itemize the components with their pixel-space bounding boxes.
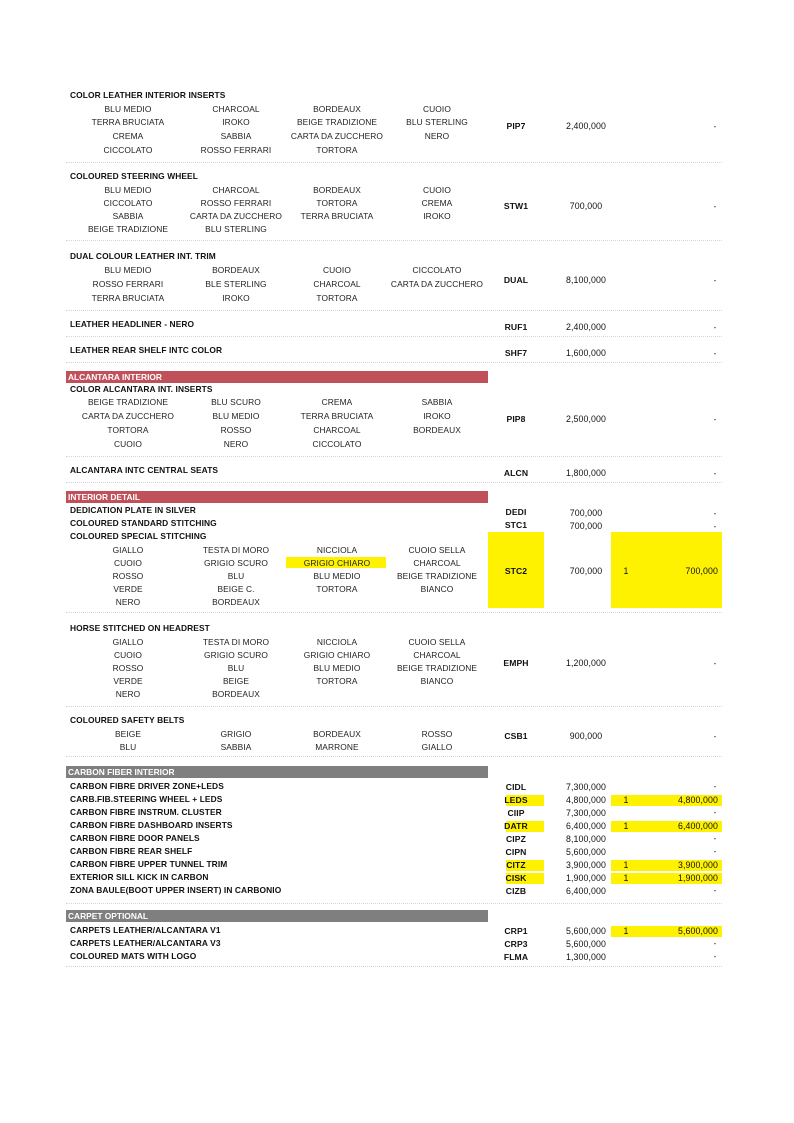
option: MARRONE: [315, 742, 359, 752]
option-code: CISK: [505, 873, 527, 883]
option: SABBIA: [220, 131, 252, 141]
option: NERO: [223, 439, 249, 449]
option: BEIGE TRADIZIONE: [296, 117, 378, 127]
option: GIALLO: [421, 742, 453, 752]
option-qty: 1: [623, 926, 629, 936]
option-price: 2,400,000: [565, 322, 607, 332]
option: BEIGE TRADIZIONE: [87, 224, 169, 234]
separator: [66, 482, 722, 483]
option: TORTORA: [316, 293, 358, 303]
row-label: ZONA BAULE(BOOT UPPER INSERT) IN CARBONIO: [70, 885, 282, 895]
option-qty: 1: [623, 795, 629, 805]
option: CREMA: [112, 131, 144, 141]
option: CUOIO SELLA: [408, 637, 466, 647]
option-code: CIPN: [505, 847, 527, 857]
item-title-shf7: LEATHER REAR SHELF INTC COLOR: [70, 345, 223, 355]
option: BEIGE TRADIZIONE: [396, 571, 478, 581]
option: BLU: [227, 663, 245, 673]
item-title-pip8: COLOR ALCANTARA INT. INSERTS: [70, 384, 213, 394]
separator: [66, 756, 722, 757]
row-label: CARB.FIB.STEERING WHEEL + LEDS: [70, 794, 223, 804]
option: NERO: [115, 689, 141, 699]
option: BORDEAUX: [212, 597, 260, 607]
option: CHARCOAL: [212, 104, 260, 114]
option: NERO: [424, 131, 450, 141]
option: CICCOLATO: [103, 145, 153, 155]
option-code: CIPZ: [506, 834, 526, 844]
option: TERRA BRUCIATA: [91, 293, 165, 303]
option: SABBIA: [220, 742, 252, 752]
option-code: DUAL: [503, 275, 529, 285]
separator: [66, 612, 722, 613]
option-code: STC1: [504, 520, 528, 530]
option: BEIGE: [222, 676, 250, 686]
option: GRIGIO SCURO: [203, 558, 269, 568]
option-total: -: [713, 808, 717, 817]
row-label: CARBON FIBRE UPPER TUNNEL TRIM: [70, 859, 228, 869]
option-total: -: [713, 886, 717, 895]
item-title-stc1: COLOURED STANDARD STITCHING: [70, 518, 217, 528]
option: BLU MEDIO: [212, 411, 260, 421]
item-title-stc2: COLOURED SPECIAL STITCHING: [70, 531, 207, 541]
option-qty: 1: [623, 860, 629, 870]
option-price: 1,800,000: [565, 468, 607, 478]
option: GRIGIO SCURO: [203, 650, 269, 660]
option: CARTA DA ZUCCHERO: [390, 279, 484, 289]
separator: [66, 456, 722, 457]
row-label: CARPETS LEATHER/ALCANTARA V3: [70, 938, 221, 948]
option-price: 8,100,000: [565, 275, 607, 285]
option: ROSSO FERRARI: [92, 279, 164, 289]
option-code: DATR: [504, 821, 528, 831]
option: NICCIOLA: [316, 545, 358, 555]
option-total: -: [713, 469, 717, 478]
separator: [66, 162, 722, 163]
option: CICCOLATO: [103, 198, 153, 208]
option: CUOIO: [423, 104, 451, 114]
option-total: -: [713, 202, 717, 211]
option-price: 700,000: [569, 201, 603, 211]
option: TORTORA: [316, 584, 358, 594]
option-code: FLMA: [503, 952, 529, 962]
option-total: 4,800,000: [677, 795, 718, 805]
option-price: 1,600,000: [565, 348, 607, 358]
option: CUOIO: [114, 650, 142, 660]
item-title-ruf1: LEATHER HEADLINER - NERO: [70, 319, 195, 329]
option-total: 3,900,000: [677, 860, 718, 870]
option: BLU SCURO: [211, 397, 261, 407]
option-price: 1,200,000: [565, 658, 607, 668]
option: IROKO: [222, 117, 250, 127]
option-price: 900,000: [569, 731, 603, 741]
option: TORTORA: [316, 145, 358, 155]
option: ROSSO FERRARI: [200, 145, 272, 155]
item-title-alcn: ALCANTARA INTC CENTRAL SEATS: [70, 465, 219, 475]
option-price: 700,000: [569, 566, 603, 576]
row-label: CARBON FIBRE INSTRUM. CLUSTER: [70, 807, 222, 817]
separator: [66, 310, 722, 311]
option-total: -: [713, 122, 717, 131]
option: CHARCOAL: [413, 650, 461, 660]
option: IROKO: [423, 211, 451, 221]
option-code: DEDI: [505, 507, 527, 517]
option-total: -: [713, 415, 717, 424]
option: VERDE: [113, 584, 143, 594]
option: BORDEAUX: [413, 425, 461, 435]
option: ROSSO: [112, 571, 144, 581]
option: IROKO: [423, 411, 451, 421]
option-total: 5,600,000: [677, 926, 718, 936]
separator: [66, 336, 722, 337]
row-label: CARBON FIBRE DASHBOARD INSERTS: [70, 820, 233, 830]
option: TORTORA: [107, 425, 149, 435]
option-total: -: [713, 349, 717, 358]
option: BORDEAUX: [313, 729, 361, 739]
option-price: 4,800,000: [565, 795, 607, 805]
option-price: 6,400,000: [565, 821, 607, 831]
option: TERRA BRUCIATA: [300, 411, 374, 421]
item-title-csb1: COLOURED SAFETY BELTS: [70, 715, 185, 725]
option: GRIGIO CHIARO: [303, 650, 371, 660]
option-total: -: [713, 732, 717, 741]
item-title-pip7: COLOR LEATHER INTERIOR INSERTS: [70, 90, 226, 100]
option-price: 700,000: [569, 521, 603, 531]
option-total: -: [713, 323, 717, 332]
option-price: 3,900,000: [565, 860, 607, 870]
option-price: 5,600,000: [565, 939, 607, 949]
option: ROSSO FERRARI: [200, 198, 272, 208]
option: BORDEAUX: [212, 265, 260, 275]
option: CREMA: [421, 198, 453, 208]
option: BORDEAUX: [313, 185, 361, 195]
option: CHARCOAL: [313, 279, 361, 289]
option: NICCIOLA: [316, 637, 358, 647]
option-code: CIDL: [505, 782, 527, 792]
option: CUOIO: [423, 185, 451, 195]
separator: [66, 240, 722, 241]
option: IROKO: [222, 293, 250, 303]
row-label: EXTERIOR SILL KICK IN CARBON: [70, 872, 209, 882]
option-total: 6,400,000: [677, 821, 718, 831]
option: SABBIA: [421, 397, 453, 407]
option: BORDEAUX: [212, 689, 260, 699]
option: TORTORA: [316, 198, 358, 208]
option: BLU MEDIO: [104, 265, 152, 275]
option: CHARCOAL: [212, 185, 260, 195]
separator: [66, 362, 722, 363]
option-code: CIIP: [507, 808, 525, 818]
option-price: 7,300,000: [565, 808, 607, 818]
section-header-interior-detail: INTERIOR DETAIL: [66, 491, 488, 503]
option-total: -: [713, 939, 717, 948]
option-price: 5,600,000: [565, 847, 607, 857]
option: ROSSO: [421, 729, 453, 739]
separator: [66, 706, 722, 707]
option-price: 2,500,000: [565, 414, 607, 424]
option: BIANCO: [420, 584, 454, 594]
option-code: EMPH: [503, 658, 529, 668]
section-header-carpet: CARPET OPTIONAL: [66, 910, 488, 922]
option-selected: GRIGIO CHIARO: [303, 558, 371, 568]
option: ROSSO: [220, 425, 252, 435]
option: CHARCOAL: [413, 558, 461, 568]
option: CHARCOAL: [313, 425, 361, 435]
option: NERO: [115, 597, 141, 607]
option: BLU: [227, 571, 245, 581]
option-price: 6,400,000: [565, 886, 607, 896]
row-label: CARPETS LEATHER/ALCANTARA V1: [70, 925, 221, 935]
option: GIALLO: [112, 545, 144, 555]
item-title-dual: DUAL COLOUR LEATHER INT. TRIM: [70, 251, 216, 261]
option: CREMA: [321, 397, 353, 407]
row-label: CARBON FIBRE DOOR PANELS: [70, 833, 200, 843]
option-qty: 1: [623, 873, 629, 883]
option-total: -: [713, 782, 717, 791]
option-total: -: [713, 276, 717, 285]
option: BLU MEDIO: [313, 663, 361, 673]
option: BLU STERLING: [205, 224, 267, 234]
option: CARTA DA ZUCCHERO: [189, 211, 283, 221]
item-title-emph: HORSE STITCHED ON HEADREST: [70, 623, 210, 633]
row-label: CARBON FIBRE DRIVER ZONE+LEDS: [70, 781, 224, 791]
option-price: 5,600,000: [565, 926, 607, 936]
option-total: 700,000: [685, 566, 718, 576]
option-code: STW1: [503, 201, 529, 211]
option: BEIGE C.: [217, 584, 255, 594]
option: BLU STERLING: [406, 117, 468, 127]
option: VERDE: [113, 676, 143, 686]
option-total: -: [713, 509, 717, 518]
option: CICCOLATO: [312, 439, 362, 449]
separator: [66, 903, 722, 904]
option: BLU: [119, 742, 137, 752]
section-header-carbon: CARBON FIBER INTERIOR: [66, 766, 488, 778]
option: CUOIO: [114, 439, 142, 449]
option: BEIGE TRADIZIONE: [87, 397, 169, 407]
option-code: ALCN: [503, 468, 529, 478]
option-code: CRP3: [504, 939, 528, 949]
option: BLU MEDIO: [313, 571, 361, 581]
option: TERRA BRUCIATA: [300, 211, 374, 221]
item-title-stw1: COLOURED STEERING WHEEL: [70, 171, 198, 181]
option-code: STC2: [504, 566, 528, 576]
item-title-dedi: DEDICATION PLATE IN SILVER: [70, 505, 196, 515]
option-total: -: [713, 952, 717, 961]
option-total: -: [713, 522, 717, 531]
option: BLU MEDIO: [104, 104, 152, 114]
option-price: 7,300,000: [565, 782, 607, 792]
option-code: CITZ: [506, 860, 526, 870]
option: TORTORA: [316, 676, 358, 686]
option-total: -: [713, 834, 717, 843]
option-price: 2,400,000: [565, 121, 607, 131]
option-total: -: [713, 659, 717, 668]
option-price: 8,100,000: [565, 834, 607, 844]
option: CICCOLATO: [412, 265, 462, 275]
section-header-alcantara: ALCANTARA INTERIOR: [66, 371, 488, 383]
option: ROSSO: [112, 663, 144, 673]
option-qty: 1: [623, 821, 629, 831]
option: BLU MEDIO: [104, 185, 152, 195]
option: GIALLO: [112, 637, 144, 647]
option: GRIGIO: [220, 729, 252, 739]
option-code: PIP8: [506, 414, 526, 424]
option: TESTA DI MORO: [202, 637, 270, 647]
option: CUOIO: [114, 558, 142, 568]
option-price: 700,000: [569, 508, 603, 518]
option: SABBIA: [112, 211, 144, 221]
option: BORDEAUX: [313, 104, 361, 114]
row-label: COLOURED MATS WITH LOGO: [70, 951, 197, 961]
option-code: CRP1: [504, 926, 528, 936]
option: BLE STERLING: [205, 279, 267, 289]
row-label: CARBON FIBRE REAR SHELF: [70, 846, 193, 856]
option-price: 1,300,000: [565, 952, 607, 962]
option-code: SHF7: [504, 348, 528, 358]
option: TERRA BRUCIATA: [91, 117, 165, 127]
option: CUOIO SELLA: [408, 545, 466, 555]
option-code: PIP7: [506, 121, 526, 131]
option: BEIGE TRADIZIONE: [396, 663, 478, 673]
option-code: CIZB: [505, 886, 527, 896]
option-total: 1,900,000: [677, 873, 718, 883]
option-qty: 1: [623, 566, 629, 576]
option: BEIGE: [114, 729, 142, 739]
option-code: RUF1: [504, 322, 528, 332]
option-code: CSB1: [504, 731, 528, 741]
option-total: -: [713, 847, 717, 856]
option: CUOIO: [323, 265, 351, 275]
option: CARTA DA ZUCCHERO: [290, 131, 384, 141]
option: CARTA DA ZUCCHERO: [81, 411, 175, 421]
option: BIANCO: [420, 676, 454, 686]
separator: [66, 966, 722, 967]
option-price: 1,900,000: [565, 873, 607, 883]
option: TESTA DI MORO: [202, 545, 270, 555]
option-code: LEDS: [504, 795, 528, 805]
